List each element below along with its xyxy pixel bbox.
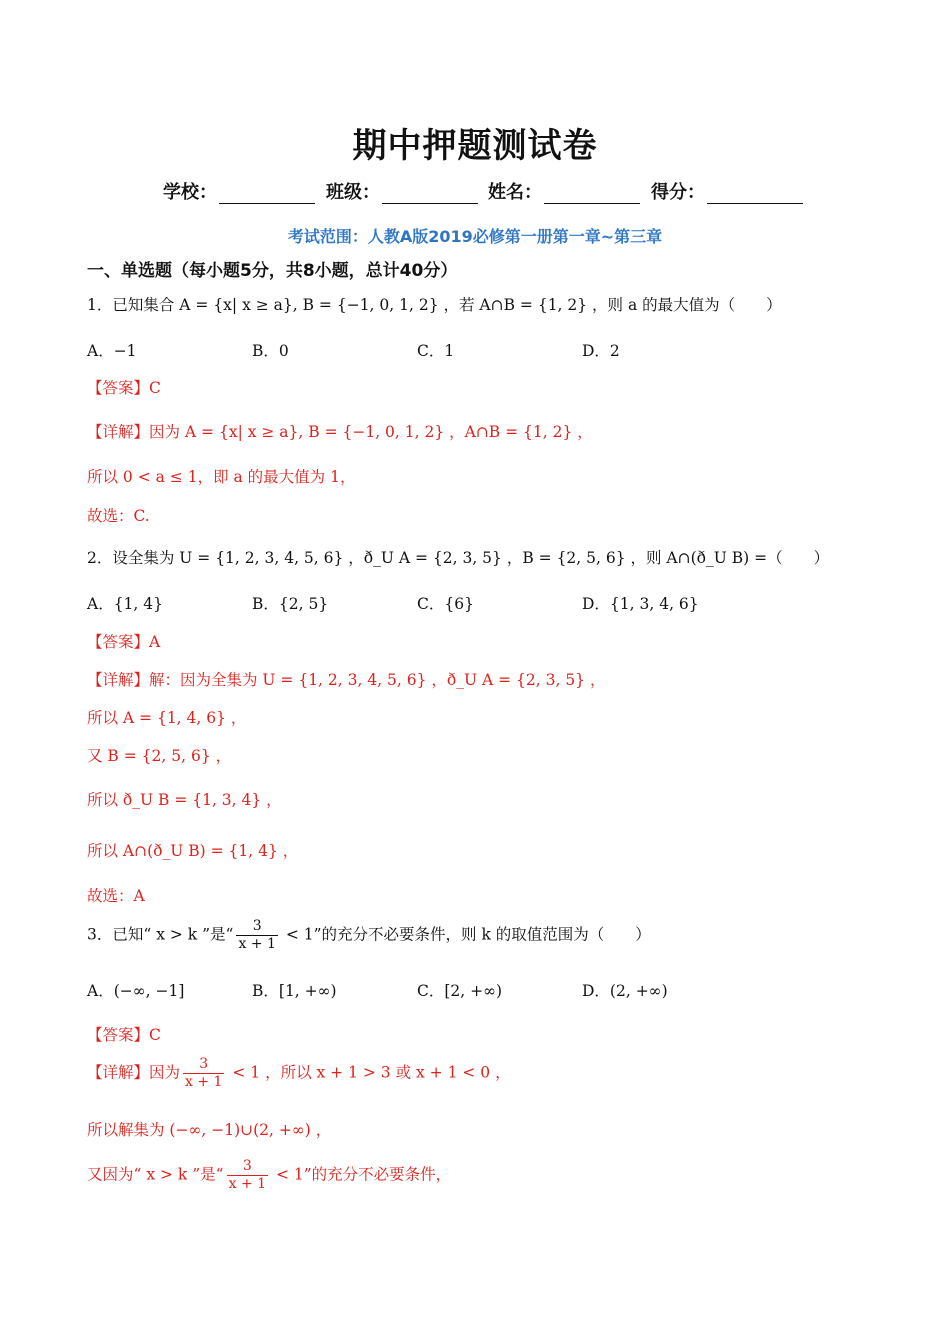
q3-option-b: B．[1, +∞) xyxy=(252,982,337,1000)
q2-detail-6: 故选：A xyxy=(87,887,145,905)
q3-stem-frac-den: x + 1 xyxy=(238,936,276,952)
q3-stem xyxy=(87,918,651,953)
q1-option-d: D．2 xyxy=(582,342,620,360)
q1-stem: 1．已知集合 A = {x| x ≥ a}, B = {−1, 0, 1, 2} ，若 A∩B = {1, 2} ，则 a 的最大值为（ ） xyxy=(87,296,782,314)
q3-stem-fraction xyxy=(236,918,277,953)
q3-detail-1-post: < 1 ，所以 x + 1 > 3 或 x + 1 < 0 ， xyxy=(227,1063,511,1082)
q1-detail-2: 所以 0 < a ≤ 1，即 a 的最大值为 1， xyxy=(87,468,356,486)
q3-answer: 【答案】C xyxy=(87,1026,161,1044)
q3-detail-1-fraction xyxy=(183,1056,224,1091)
q3-detail-3-post: < 1”的充分不必要条件， xyxy=(271,1165,452,1184)
q2-stem: 2．设全集为 U = {1, 2, 3, 4, 5, 6} ，ð_U A = {2, 3, 5} ，B = {2, 5, 6} ，则 A∩(ð_U B) =（ ） xyxy=(87,549,830,567)
q2-detail-5: 所以 A∩(ð_U B) = {1, 4} ， xyxy=(87,842,299,860)
class-field xyxy=(326,178,478,204)
school-blank xyxy=(219,183,315,204)
q3-detail-1-frac-num: 3 xyxy=(199,1056,209,1072)
q3-detail-1-frac-den: x + 1 xyxy=(185,1074,223,1090)
q2-answer: 【答案】A xyxy=(87,633,161,651)
q2-option-c: C．{6} xyxy=(417,595,474,613)
exam-scope: 考试范围：人教A版2019必修第一册第一章~第三章 xyxy=(287,227,663,246)
score-blank xyxy=(707,183,803,204)
name-label: 姓名： xyxy=(488,182,542,203)
school-label: 学校： xyxy=(163,182,217,203)
q1-option-c: C．1 xyxy=(417,342,455,360)
q3-stem-pre: 3．已知“ x > k ”是“ xyxy=(87,925,234,944)
q3-detail-3-frac-den: x + 1 xyxy=(228,1176,267,1192)
q3-detail-1-pre: 【详解】因为 xyxy=(87,1063,181,1082)
q3-option-a: A．(−∞, −1] xyxy=(87,982,185,1000)
q1-option-b: B．0 xyxy=(252,342,289,360)
q2-option-b: B．{2, 5} xyxy=(252,595,329,613)
q3-detail-3 xyxy=(87,1158,451,1193)
q2-detail-4: 所以 ð_U B = {1, 3, 4} ， xyxy=(87,791,282,809)
q3-detail-1 xyxy=(87,1056,511,1091)
class-label: 班级： xyxy=(326,182,380,203)
q1-detail-3: 故选：C. xyxy=(87,507,150,525)
q2-option-a: A．{1, 4} xyxy=(87,595,163,613)
name-field xyxy=(488,178,640,204)
q2-detail-1: 【详解】解：因为全集为 U = {1, 2, 3, 4, 5, 6} ，ð_U A = {2, 3, 5} ， xyxy=(87,671,606,689)
section-heading: 一、单选题（每小题5分，共8小题，总计40分） xyxy=(87,261,458,281)
q1-answer: 【答案】C xyxy=(87,379,161,397)
q3-stem-post: < 1”的充分不必要条件，则 k 的取值范围为（ ） xyxy=(280,925,651,944)
q3-option-d: D．(2, +∞) xyxy=(582,982,668,1000)
q3-stem-frac-num: 3 xyxy=(252,918,262,934)
score-label: 得分： xyxy=(651,182,705,203)
q3-detail-3-frac-num: 3 xyxy=(242,1158,252,1174)
q2-option-d: D．{1, 3, 4, 6} xyxy=(582,595,699,613)
q3-option-c: C．[2, +∞) xyxy=(417,982,503,1000)
q3-detail-3-fraction xyxy=(227,1158,268,1193)
class-blank xyxy=(382,183,478,204)
q3-detail-3-pre: 又因为“ x > k ”是“ xyxy=(87,1165,224,1184)
score-field xyxy=(651,178,803,204)
school-field xyxy=(163,178,315,204)
q2-detail-3: 又 B = {2, 5, 6} ， xyxy=(87,747,232,765)
q1-option-a: A．−1 xyxy=(87,342,137,360)
page-title: 期中押题测试卷 xyxy=(352,126,598,166)
name-blank xyxy=(544,183,640,204)
q2-detail-2: 所以 A = {1, 4, 6} ， xyxy=(87,709,247,727)
q1-detail-1: 【详解】因为 A = {x| x ≥ a}, B = {−1, 0, 1, 2} ，A∩B = {1, 2} ， xyxy=(87,423,593,441)
q3-detail-2: 所以解集为 (−∞, −1)∪(2, +∞) ， xyxy=(87,1121,332,1139)
